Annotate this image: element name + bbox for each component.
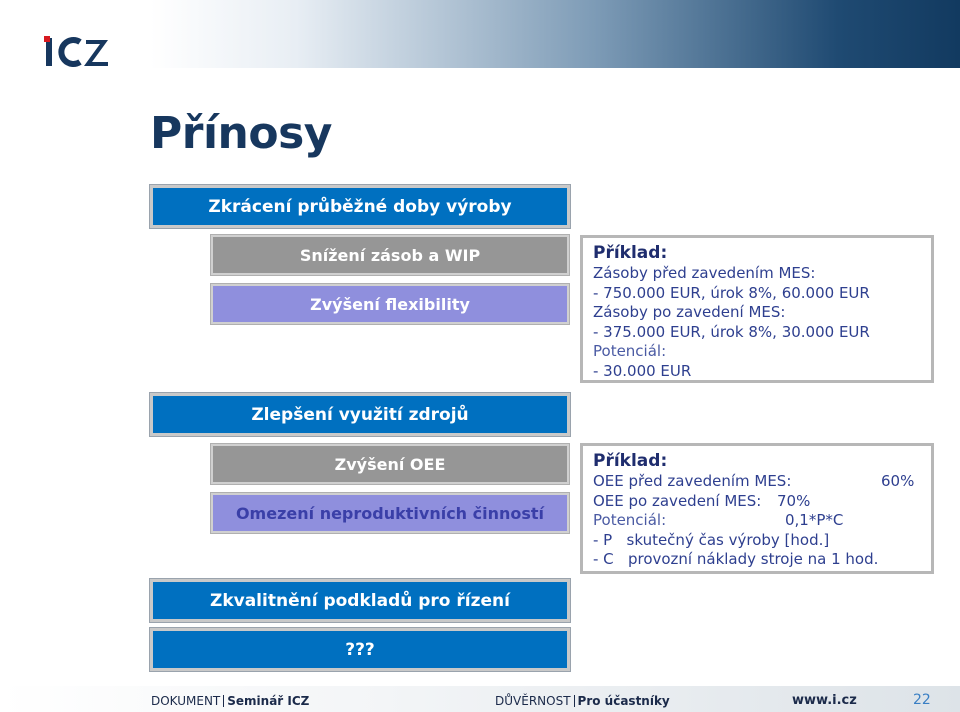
example-line: Zásoby po zavedení MES: — [593, 303, 786, 321]
section-heading-management: Zkvalitnění podkladů pro řízení — [150, 579, 570, 622]
item-reduce-stock: Snížení zásob a WIP — [211, 235, 569, 275]
footer-confidentiality: DŮVĚRNOST Pro účastníky — [495, 694, 670, 708]
example-line: - 375.000 EUR, úrok 8%, 30.000 EUR — [593, 322, 870, 341]
section-heading-resources: Zlepšení využití zdrojů — [150, 393, 570, 436]
item-unknown: ??? — [150, 628, 570, 671]
example-title: Příklad: — [593, 451, 668, 471]
example-box-oee — [580, 443, 934, 574]
icz-logo — [44, 36, 110, 68]
logo-area — [0, 0, 150, 68]
page-title: Přínosy — [150, 108, 332, 159]
item-flexibility: Zvýšení flexibility — [211, 284, 569, 324]
header-band — [150, 0, 960, 68]
example-line: - 750.000 EUR, úrok 8%, 60.000 EUR — [593, 283, 870, 302]
footer-document: DOKUMENT Seminář ICZ — [151, 694, 310, 708]
footer — [0, 686, 960, 712]
item-oee: Zvýšení OEE — [211, 444, 569, 484]
footer-website: www.i.cz — [792, 693, 857, 708]
example-line: - 30.000 EUR — [593, 361, 692, 380]
example-row-p: - P skutečný čas výroby [hod.] — [593, 530, 830, 549]
section-heading-throughput: Zkrácení průběžné doby výroby — [150, 185, 570, 228]
example-row-potential: Potenciál: 0,1*P*C — [593, 511, 844, 529]
example-row-oee-before: OEE před zavedením MES: 60% — [593, 472, 915, 490]
example-title: Příklad: — [593, 243, 668, 263]
example-row-c: - C provozní náklady stroje na 1 hod. — [593, 550, 879, 568]
example-line: Zásoby před zavedením MES: — [593, 264, 816, 282]
item-nonproductive: Omezení neproduktivních činností — [211, 493, 569, 533]
example-row-oee-after: OEE po zavedení MES: 70% — [593, 491, 811, 510]
example-line: Potenciál: — [593, 342, 667, 360]
page-number: 22 — [913, 692, 931, 708]
example-box-stock — [580, 235, 934, 383]
